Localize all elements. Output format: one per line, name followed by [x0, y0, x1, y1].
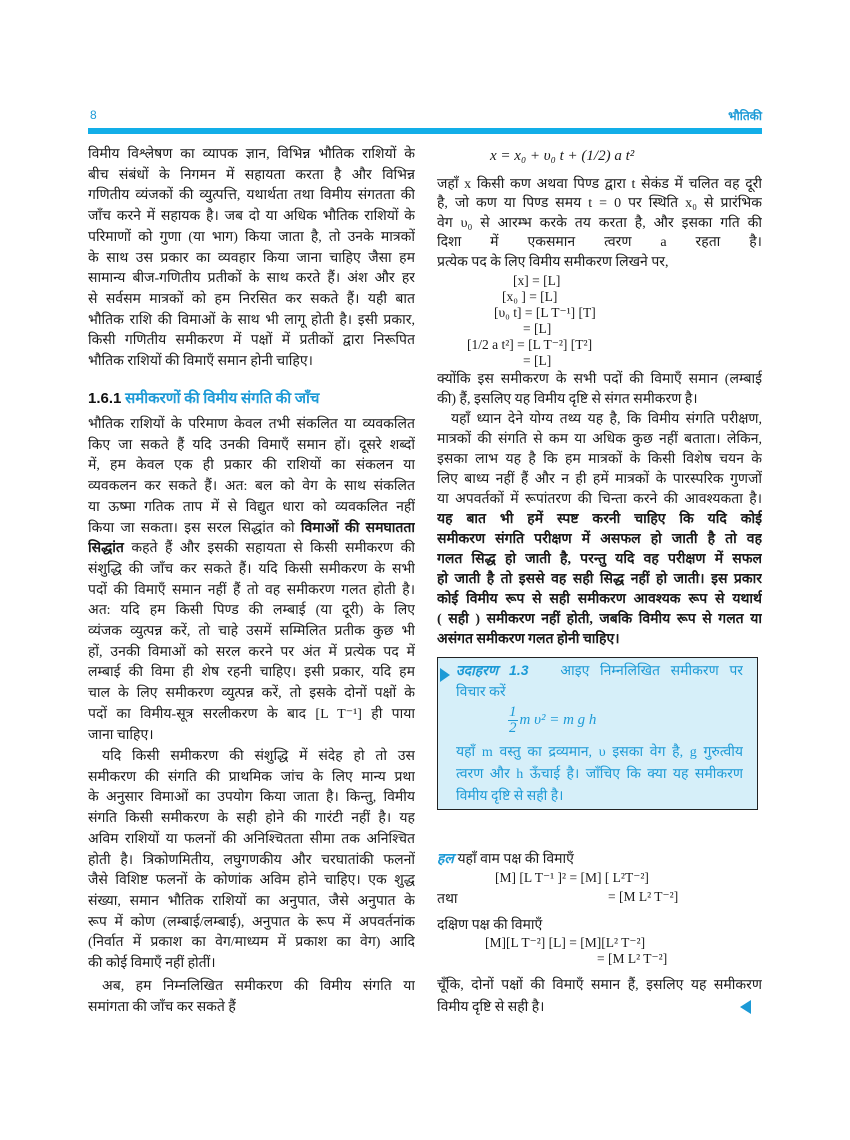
- text-line: पदों का विमीय-सूत्र सरलीकरण के बाद [L T⁻¹] ही पाया: [88, 706, 415, 722]
- consistency-conclusion: [437, 370, 762, 410]
- text-line: विमीय दृष्टि से सही है।: [437, 1000, 545, 1015]
- rhs-intro: दक्षिण पक्ष की विमाएँ: [437, 918, 543, 933]
- section-number: 1.6.1: [88, 390, 122, 407]
- text-line: परिमाणों को गुणा (या भाग) किया जाता है, तो उनके मात्रकों: [88, 229, 415, 245]
- lhs-equation-1: [M] [L T⁻¹ ]² = [M] [ L²T⁻²]: [495, 870, 649, 885]
- equation-rest: m υ² = m g h: [519, 711, 597, 728]
- text-line: संशुद्धि की जाँच कर सकते हैं। यदि किसी समीकरण के सभी: [88, 561, 415, 577]
- text-line: समीकरण की संगति की प्राथमिक जांच के लिए मान्य प्रथा: [88, 769, 415, 785]
- intro-paragraph: [88, 145, 415, 373]
- text-line: [88, 539, 415, 560]
- text-line: की) हैं, इसलिए यह विमीय दृष्टि से संगत समीकरण है।: [437, 392, 698, 407]
- example-end-icon: [740, 1000, 751, 1014]
- text-line: विमीय विश्लेषण का व्यापक ज्ञान, विभिन्न भौतिक राशियों के: [88, 147, 415, 162]
- text-line: वेग υ₀ से आरम्भ करके तय करता है, और इसका गति की: [437, 215, 762, 231]
- text-line: चूँकि, दोनों पक्षों की विमाएँ समान हैं, इसलिए यह समीकरण: [437, 978, 762, 993]
- solution-intro-text: यहाँ वाम पक्ष की विमाएँ: [457, 852, 574, 867]
- example-body: [456, 742, 743, 808]
- consistency-note: [437, 410, 762, 650]
- text-line: जाँच करने में सहायक है। जब दो या अधिक भौतिक राशियों के: [88, 209, 415, 225]
- header-rule: [88, 128, 762, 134]
- text-line: होती है। त्रिकोणमितीय, लघुगणकीय और चरघातांकी फलनों: [88, 852, 415, 868]
- solution-conclusion: [437, 975, 762, 1019]
- dimensional-equations: [437, 273, 762, 369]
- text-line: की कोई विमाएँ नहीं होतीं।: [88, 956, 216, 972]
- motion-equation: x = x₀ + υ₀ t + (1/2) a t²: [490, 148, 635, 164]
- text-line: भौतिक राशियों के परिमाण केवल तभी संकलित या व्यवकलित: [88, 417, 415, 432]
- text-line: गणितीय व्यंजकों की व्युत्पत्ति, यथार्थता तथा विमीय संगतता की: [88, 188, 415, 204]
- dim-eq-result1: = [L]: [523, 321, 552, 336]
- text-line: समांगता की जाँच कर सकते हैं: [88, 999, 236, 1015]
- text-line: या ऊष्मा गतिक ताप में से विद्युत धारा को व्यवकलित नहीं: [88, 499, 415, 515]
- text-line: मात्रकों की संगति से कम या अधिक कुछ नहीं बताता। लेकिन,: [437, 432, 762, 447]
- text-line: [437, 550, 762, 570]
- text-line: हों, उनकी विमाओं को सरल करने पर अंत में प्रत्येक पद में: [88, 644, 415, 660]
- text-segment: किया जा सकता। इस सरल सिद्धांत को: [88, 520, 301, 536]
- text-line: जाना चाहिए।: [88, 727, 154, 743]
- fraction-denominator: 2: [509, 720, 517, 736]
- text-line: में, हम केवल एक ही प्रकार की राशियों का संकलन या: [88, 458, 415, 474]
- text-line: दिशा में एकसमान त्वरण a रहता है।: [437, 235, 762, 251]
- bold-text: यह बात भी हमें स्पष्ट करनी चाहिए कि यदि कोई: [437, 512, 762, 527]
- example-text-2: विचार करें: [456, 685, 506, 700]
- example-box: [437, 657, 758, 810]
- text-segment: कहते हैं और इसकी सहायता से किसी समीकरण की: [123, 541, 415, 557]
- text-line: [437, 530, 762, 550]
- text-line: भौतिक राशियों की विमाएँ समान होनी चाहिए।: [88, 354, 313, 370]
- bold-text: विमाओं की समघातता: [300, 520, 415, 536]
- text-line: या अपवर्तकों में रूपांतरण की चिन्ता करने की आवश्यकता है।: [437, 492, 762, 507]
- homogeneity-paragraph: [88, 415, 415, 746]
- text-line: त्वरण और h ऊँचाई है। जाँचिए कि क्या यह समीकरण: [456, 767, 743, 782]
- text-line: व्यवकलन कर सकते हैं। अत: बल को वेग के साथ संकलित: [88, 479, 415, 495]
- text-line: अब, हम निम्नलिखित समीकरण की विमीय संगति या: [102, 979, 415, 994]
- bold-text: समीकरण संगति परीक्षण में असफल हो जाती है तो वह: [437, 532, 762, 547]
- text-line: जहाँ x किसी कण अथवा पिण्ड द्वारा t सेकंड में चलित वह दूरी: [437, 177, 762, 192]
- text-line: लिए बाध्य नहीं हैं और न ही हमें मात्रकों के पारस्परिक गुणजों: [437, 472, 762, 487]
- text-line: चाल के लिए समीकरण व्युत्पन्न करें, तो इसके दोनों पक्षों के: [88, 686, 415, 702]
- text-line: व्यंजक व्युत्पन्न करें, तो चाहे उसमें सम्मिलित प्रतीक कुछ भी: [88, 624, 415, 640]
- text-line: विमीय दृष्टि से सही है।: [456, 789, 564, 804]
- text-line: से सर्वसम मात्रकों को हम निरसित कर सकते हैं। यही बात: [88, 291, 415, 307]
- dim-eq-v0t: [υ₀ t] = [L T⁻¹] [T]: [494, 305, 596, 320]
- tatha-label: तथा: [437, 892, 458, 907]
- example-text: आइए निम्नलिखित समीकरण पर: [560, 664, 743, 679]
- rhs-equation-2: = [M L² T⁻²]: [597, 951, 668, 966]
- text-line: यहाँ m वस्तु का द्रव्यमान, υ इसका वेग है, g गुरुत्वीय: [456, 745, 743, 760]
- text-line: किसी गणितीय समीकरण में पक्षों में प्रतीकों द्वारा निरूपित: [88, 333, 415, 349]
- text-line: के अनुसार विमाओं का उपयोग किया जाता है। किन्तु, विमीय: [88, 790, 415, 806]
- text-line: [437, 630, 762, 650]
- equation-explanation: [437, 175, 762, 272]
- text-line: संख्या, समान भौतिक राशियों का अनुपात, जैसे अनुपात के: [88, 893, 415, 909]
- example-label: उदाहरण 1.3: [456, 662, 529, 678]
- bold-text: असंगत समीकरण गलत होनी चाहिए।: [437, 632, 620, 647]
- dim-eq-at2: [1/2 a t²] = [L T⁻²] [T²]: [467, 337, 593, 352]
- solution-intro: [437, 848, 762, 870]
- text-line: [437, 590, 762, 610]
- rhs-equation-1: [M][L T⁻²] [L] = [M][L² T⁻²]: [485, 935, 646, 950]
- section-title: समीकरणों की विमीय संगति की जाँच: [125, 391, 320, 407]
- dim-eq-result2: = [L]: [523, 353, 552, 368]
- text-line: क्योंकि इस समीकरण के सभी पदों की विमाएँ समान (लम्बाई: [437, 372, 762, 387]
- section-heading: [88, 388, 319, 408]
- solution-label: हल: [437, 850, 454, 866]
- text-line: संगति किसी समीकरण के सही होने की गारंटी नहीं है। यह: [88, 811, 415, 827]
- fraction-numerator: 1: [509, 704, 517, 720]
- text-line: जैसे विशिष्ट फलनों के कोणांक अविम होने चाहिए। एक शुद्ध: [88, 873, 415, 889]
- example-equation: [508, 705, 596, 736]
- text-line: अविम राशियों या फलनों की अनिश्चितता सीमा तक अनिश्चित: [88, 831, 415, 847]
- text-line: रूप में कोण (लम्बाई/लम्बाई), अनुपात के रूप में अपवर्तनांक: [88, 914, 415, 930]
- text-line: [437, 510, 762, 530]
- dim-eq-x0: [x₀ ] = [L]: [502, 289, 558, 304]
- bold-text: हो जाती है तो इससे वह सही सिद्ध नहीं हो जाती। इस प्रकार: [437, 572, 762, 587]
- text-line: [437, 570, 762, 590]
- lhs-equation-2: = [M L² T⁻²]: [608, 889, 679, 904]
- text-line: सामान्य बीज-गणितीय प्रतीकों के साथ करते हैं। अंश और हर: [88, 271, 415, 287]
- bold-text: ( सही ) समीकरण नहीं होती, जबकि विमीय रूप से गलत या: [437, 612, 762, 627]
- text-line: पदों की विमाएँ समान नहीं हैं तो वह समीकरण गलत होती है।: [88, 582, 415, 598]
- page-number: 8: [90, 108, 97, 122]
- bold-text: सिद्धांत: [88, 541, 124, 557]
- text-line: अत: यदि हम किसी पिण्ड की लम्बाई (या दूरी) के लिए: [88, 603, 415, 619]
- closing-paragraph: [88, 977, 415, 1018]
- text-line: [88, 519, 415, 540]
- dim-eq-x: [x] = [L]: [513, 273, 561, 288]
- text-line: है, जो कण या पिण्ड समय t = 0 पर स्थिति x₀ से प्रारंभिक: [437, 196, 762, 212]
- text-line: बीच संबंधों के निगमन में सहायता करता है और विभिन्न: [88, 167, 415, 183]
- text-line: [437, 610, 762, 630]
- text-line: इसका लाभ यह है कि हम मात्रकों के किसी विशेष चयन के: [437, 452, 762, 467]
- book-title: भौतिकी: [728, 109, 762, 123]
- text-line: यहाँ ध्यान देने योग्य तथ्य यह है, कि विमीय संगति परीक्षण,: [451, 412, 762, 427]
- text-line: प्रत्येक पद के लिए विमीय समीकरण लिखने पर,: [437, 254, 669, 270]
- bold-text: गलत सिद्ध हो जाती है, परन्तु यदि वह परीक्षण में सफल: [437, 552, 762, 567]
- text-line: किए जा सकते हैं यदि उनकी विमाएँ समान हों। दूसरे शब्दों: [88, 437, 415, 453]
- example-marker-icon: [440, 668, 450, 682]
- consistency-paragraph: [88, 747, 415, 975]
- text-line: के साथ उस प्रकार का व्यवहार किया जाना चाहिए जैसा हम: [88, 250, 415, 266]
- text-line: लम्बाई की विमा ही शेष रहनी चाहिए। इसी प्रकार, यदि हम: [88, 665, 415, 681]
- example-heading-line: [456, 660, 743, 682]
- text-line: भौतिक राशि की विमाओं के साथ भी लागू होती है। इसी प्रकार,: [88, 312, 415, 328]
- text-line: यदि किसी समीकरण की संशुद्धि में संदेह हो तो उस: [102, 749, 415, 764]
- bold-text: कोई विमीय रूप से सही समीकरण आवश्यक रूप से यथार्थ: [437, 592, 762, 607]
- text-line: (निर्वात में प्रकाश का वेग/माध्यम में प्रकाश का वेग) आदि: [88, 935, 415, 951]
